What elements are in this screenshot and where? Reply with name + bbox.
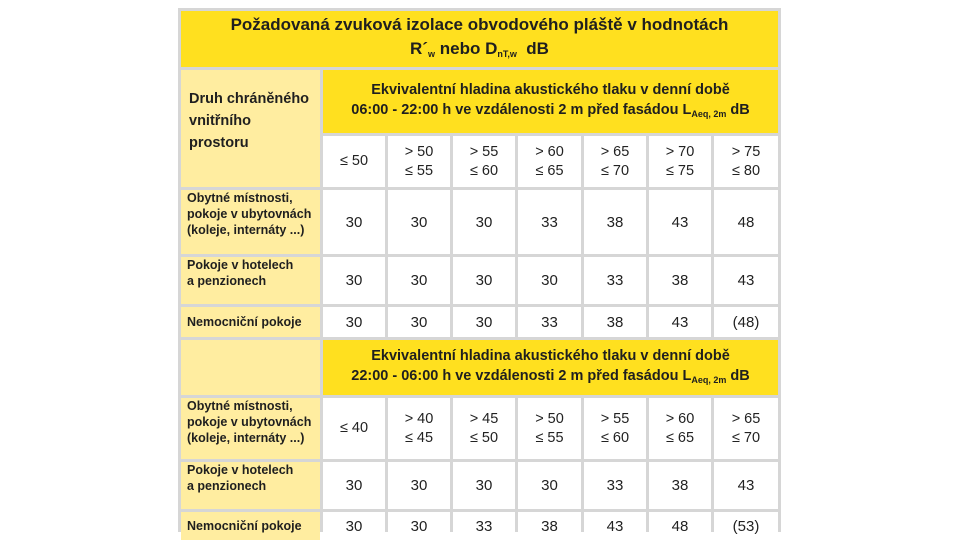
value-cell: 38 <box>649 257 711 304</box>
value-cell: 33 <box>453 512 515 540</box>
value-cell: (53) <box>714 512 778 540</box>
value-cell: 30 <box>453 462 515 509</box>
row-label: Nemocniční pokoje <box>181 307 320 337</box>
value-cell: 30 <box>453 307 515 337</box>
value-cell: 30 <box>388 307 450 337</box>
value-cell: 33 <box>584 257 646 304</box>
value-cell: 30 <box>388 512 450 540</box>
value-cell: 33 <box>584 462 646 509</box>
night-range-cell: > 45 ≤ 50 <box>453 398 515 459</box>
value-cell: 30 <box>323 462 385 509</box>
night-range-cell: > 50 ≤ 55 <box>518 398 581 459</box>
night-range-cell: > 40 ≤ 45 <box>388 398 450 459</box>
value-cell: 30 <box>323 257 385 304</box>
day-range-cell: > 65 ≤ 70 <box>584 136 646 187</box>
value-cell: 30 <box>518 257 581 304</box>
day-range-cell: ≤ 50 <box>323 136 385 187</box>
day-range-cell: > 70 ≤ 75 <box>649 136 711 187</box>
night-section-header: Ekvivalentní hladina akustického tlaku v denní době 22:00 - 06:00 h ve vzdálenosti 2 m před fasádou $L_{Aeq, 2m}$ dB <box>323 340 778 395</box>
value-cell: 30 <box>323 307 385 337</box>
row-header-label: Druh chráněného vnitřního prostoru <box>181 70 320 187</box>
day-range-cell: > 55 ≤ 60 <box>453 136 515 187</box>
row-label: Pokoje v hotelech a penzionech <box>181 462 320 509</box>
value-cell: (48) <box>714 307 778 337</box>
value-cell: 30 <box>323 190 385 254</box>
value-cell: 30 <box>388 462 450 509</box>
night-label-spacer <box>181 340 320 395</box>
value-cell: 48 <box>649 512 711 540</box>
table-title <box>181 11 778 67</box>
value-cell: 43 <box>714 257 778 304</box>
value-cell: 30 <box>453 257 515 304</box>
value-cell: 38 <box>518 512 581 540</box>
value-cell: 38 <box>649 462 711 509</box>
night-range-cell: > 55 ≤ 60 <box>584 398 646 459</box>
row-label: Obytné místnosti, pokoje v ubytovnách (koleje, internáty ...) <box>181 398 320 459</box>
row-label: Pokoje v hotelech a penzionech <box>181 257 320 304</box>
value-cell: 48 <box>714 190 778 254</box>
value-cell: 30 <box>388 257 450 304</box>
value-cell: 33 <box>518 307 581 337</box>
night-range-cell: > 60 ≤ 65 <box>649 398 711 459</box>
value-cell: 38 <box>584 190 646 254</box>
value-cell: 43 <box>584 512 646 540</box>
day-section-header: Ekvivalentní hladina akustického tlaku v denní době 06:00 - 22:00 h ve vzdálenosti 2 m před fasádou $L_{Aeq, 2m}$ dB <box>323 70 778 133</box>
row-label: Nemocniční pokoje <box>181 512 320 540</box>
value-cell: 43 <box>714 462 778 509</box>
day-range-cell: > 60 ≤ 65 <box>518 136 581 187</box>
title-line1: Požadovaná zvuková izolace obvodového pláště v hodnotách <box>230 14 729 34</box>
value-cell: 30 <box>388 190 450 254</box>
value-cell: 38 <box>584 307 646 337</box>
row-label: Obytné místnosti, pokoje v ubytovnách (koleje, internáty ...) <box>181 190 320 254</box>
value-cell: 30 <box>453 190 515 254</box>
value-cell: 30 <box>518 462 581 509</box>
night-range-cell: > 65 ≤ 70 <box>714 398 778 459</box>
value-cell: 30 <box>323 512 385 540</box>
day-range-cell: > 50 ≤ 55 <box>388 136 450 187</box>
value-cell: 43 <box>649 307 711 337</box>
value-cell: 43 <box>649 190 711 254</box>
title-line2: $R´_w$ nebo $D_{nT,w}$ dB <box>410 38 549 59</box>
value-cell: 33 <box>518 190 581 254</box>
insulation-table <box>178 8 781 535</box>
night-range-cell: ≤ 40 <box>323 398 385 459</box>
day-range-cell: > 75 ≤ 80 <box>714 136 778 187</box>
